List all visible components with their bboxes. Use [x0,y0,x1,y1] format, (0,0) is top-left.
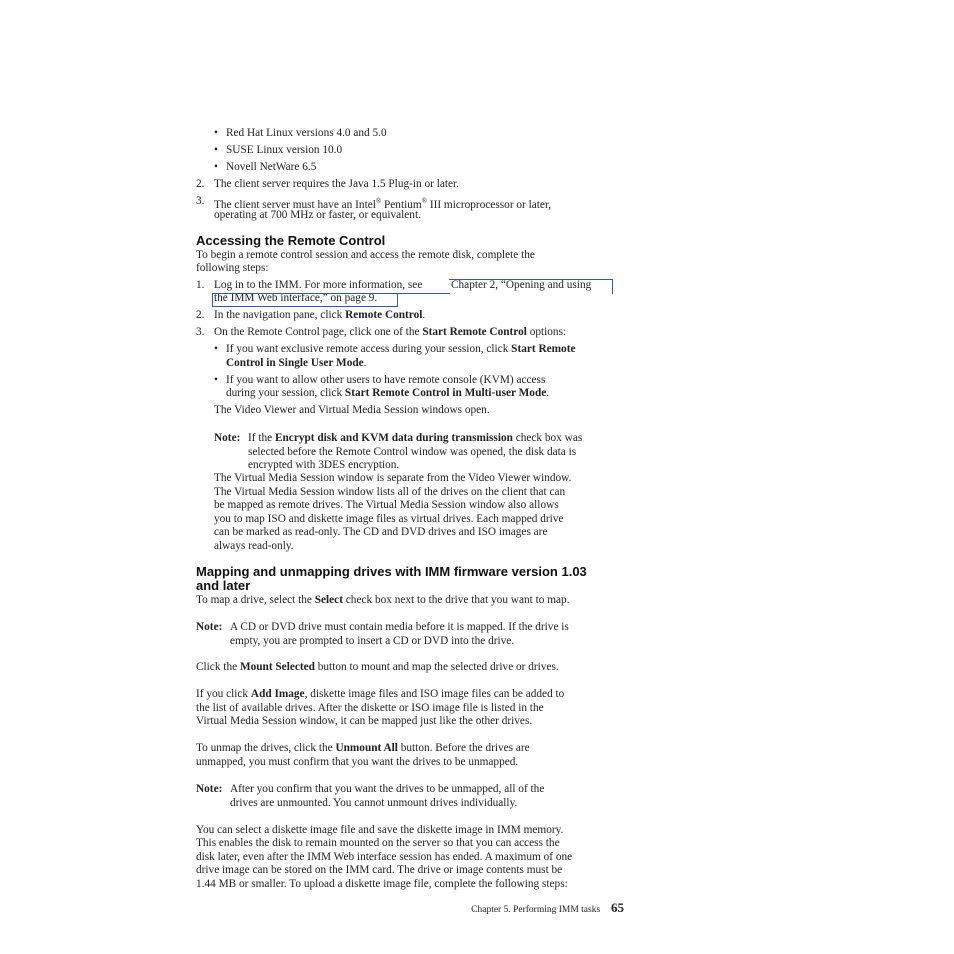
requirement-text: operating at 700 MHz or faster, or equivalent. [214,209,421,221]
paragraph-line: the list of available drives. After the diskette or ISO image file is listed in the [196,702,544,714]
section-heading: and later [196,578,251,593]
list-item: SUSE Linux version 10.0 [226,144,343,156]
paragraph-line: 1.44 MB or smaller. To upload a diskette image file, complete the following steps: [196,878,568,890]
bullet: • [214,144,218,156]
note-text: encrypted with 3DES encryption. [248,459,400,471]
paragraph-line: be mapped as remote drives. The Virtual Media Session window also allows [214,499,559,511]
requirement-text: The client server must have an Intel® Pentium® III microprocessor or later, [214,197,552,211]
footer-chapter: Chapter 5. Performing IMM tasks [471,905,601,915]
paragraph-line: drive image can be stored on the IMM card. The drive or image contents must be [196,864,563,876]
list-item: Novell NetWare 6.5 [226,161,317,173]
option-text: Control in Single User Mode. [226,357,367,369]
note-text: After you confirm that you want the drives to be unmapped, all of the [230,783,545,795]
bullet: • [214,161,218,173]
paragraph-line: you to map ISO and diskette image files as virtual drives. Each mapped drive [214,513,564,525]
section-heading: Accessing the Remote Control [196,233,386,248]
cross-reference-link[interactable]: Chapter 2, “Opening and using [451,279,592,291]
step-text: In the navigation pane, click Remote Control. [214,309,426,321]
note-label: Note: [196,783,223,795]
option-text: during your session, click Start Remote Control in Multi-user Mode. [226,387,550,399]
note-text: If the Encrypt disk and KVM data during transmission check box was [248,432,583,444]
option-text: If you want to allow other users to have remote console (KVM) access [226,374,546,386]
step-text: Log in to the IMM. For more information, see [214,279,423,291]
paragraph-line: Virtual Media Session window, it can be mapped just like the other drives. [196,715,533,727]
link-box [449,279,613,294]
paragraph-line: following steps: [196,262,269,274]
paragraph-line: always read-only. [214,540,294,552]
step-number: 1. [196,279,205,291]
paragraph-line: To unmap the drives, click the Unmount All button. Before the drives are [196,742,530,754]
paragraph-line: To begin a remote control session and access the remote disk, complete the [196,249,535,261]
option-text: If you want exclusive remote access during your session, click Start Remote [226,343,576,355]
paragraph-line: The Virtual Media Session window is separate from the Video Viewer window. [214,472,572,484]
link-box [212,293,398,307]
paragraph-line: The Virtual Media Session window lists all of the drives on the client that can [214,486,566,498]
step-number: 3. [196,195,205,207]
page-footer [400,901,624,918]
step-number: 2. [196,309,205,321]
paragraph-line: unmapped, you must confirm that you want the drives to be unmapped. [196,756,519,768]
note-text: drives are unmounted. You cannot unmount drives individually. [230,797,518,809]
step-number: 2. [196,178,205,190]
note-text: A CD or DVD drive must contain media before it is mapped. If the drive is [230,621,569,633]
cross-reference-link[interactable]: the IMM Web interface,” on page 9. [214,292,378,304]
bullet: • [214,343,218,355]
step-text: On the Remote Control page, click one of the Start Remote Control options: [214,326,567,338]
requirement-text: The client server requires the Java 1.5 Plug-in or later. [214,178,459,190]
paragraph-line: If you click Add Image, diskette image files and ISO image files can be added to [196,688,565,700]
paragraph-line: This enables the disk to remain mounted on the server so that you can access the [196,837,560,849]
note-label: Note: [196,621,223,633]
result-text: The Video Viewer and Virtual Media Session windows open. [214,404,490,416]
note-text: empty, you are prompted to insert a CD or DVD into the drive. [230,635,515,647]
bullet: • [214,374,218,386]
bullet: • [214,127,218,139]
page-number: 65 [611,900,624,915]
link-box [212,279,450,294]
paragraph-line: You can select a diskette image file and save the diskette image in IMM memory. [196,824,564,836]
step-number: 3. [196,326,205,338]
list-item: Red Hat Linux versions 4.0 and 5.0 [226,127,387,139]
note-text: selected before the Remote Control window was opened, the disk data is [248,446,577,458]
paragraph-line: To map a drive, select the Select check box next to the drive that you want to map. [196,594,570,606]
section-heading: Mapping and unmapping drives with IMM firmware version 1.03 [196,564,587,579]
paragraph-line: can be marked as read-only. The CD and DVD drives and ISO images are [214,526,548,538]
paragraph-line: disk later, even after the IMM Web interface session has ended. A maximum of one [196,851,573,863]
paragraph-line: Click the Mount Selected button to mount and map the selected drive or drives. [196,661,559,673]
note-label: Note: [214,432,241,444]
